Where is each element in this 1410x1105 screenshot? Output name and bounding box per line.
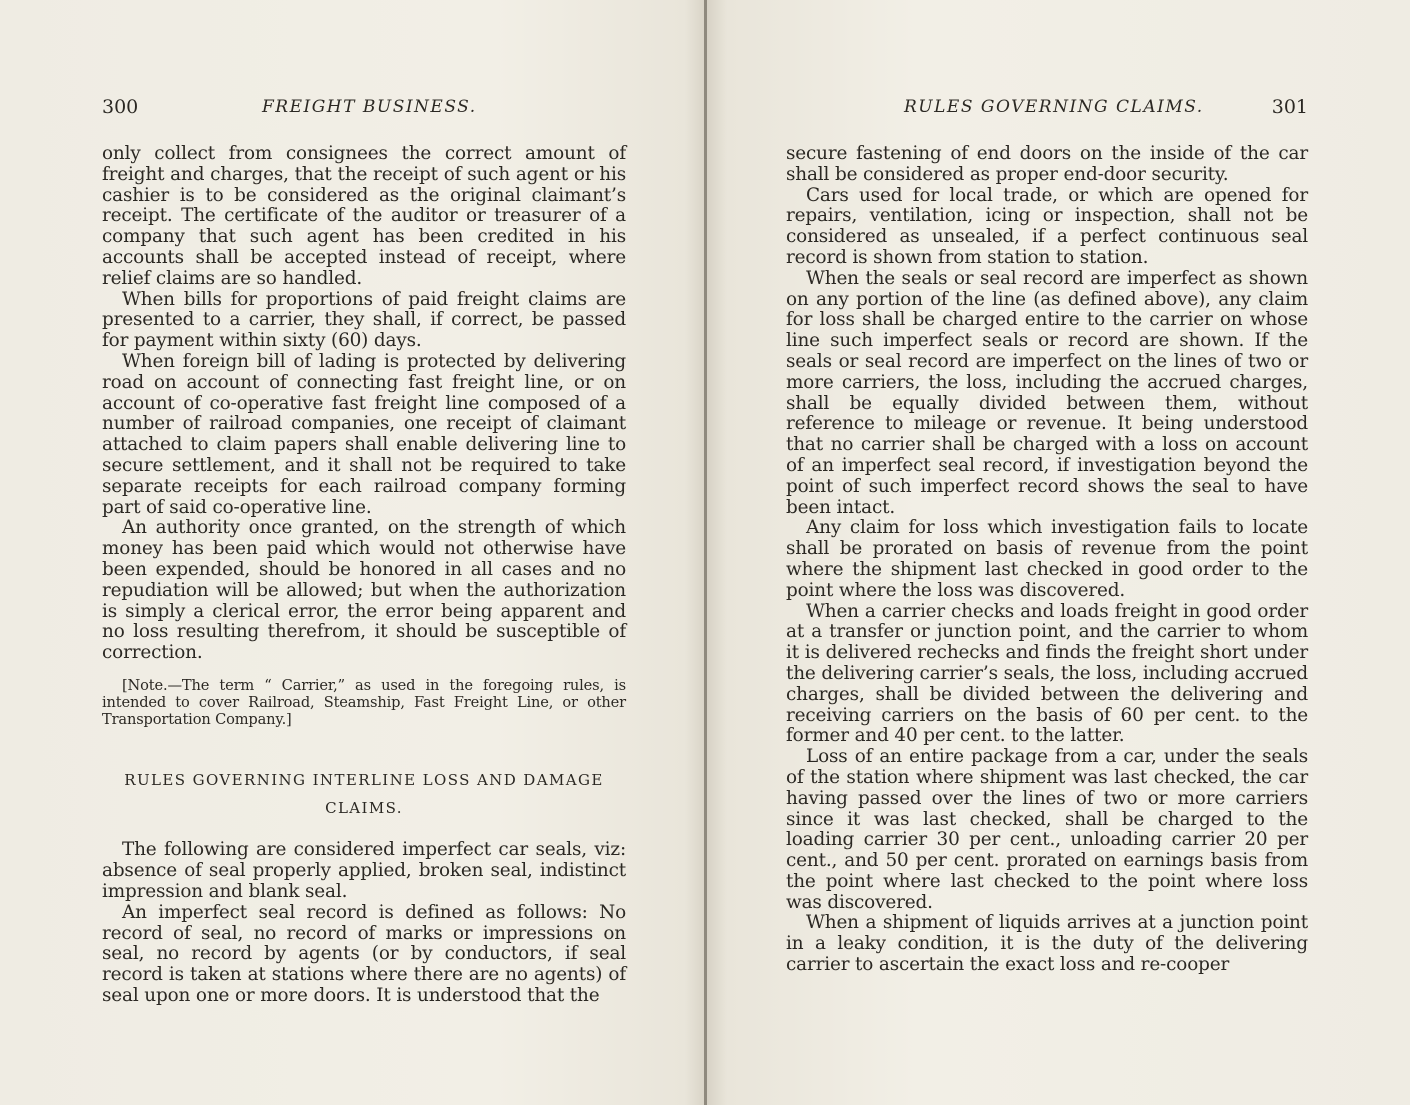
paragraph: The following are considered imperfect car seals, viz: absence of seal properly applied, broken seal, indistinct impression and blank seal. — [102, 839, 626, 902]
section-title — [102, 766, 626, 822]
paragraph: When the seals or seal record are imperfect as shown on any portion of the line (as defined above), any claim for loss shall be charged entire to the carrier on whose line such imperfect seals or record are shown. If the seals or seal record are imperfect on the lines of two or more carriers, the loss, including the accrued charges, shall be equally divided between them, without reference to mileage or revenue. It being understood that no carrier shall be charged with a loss on account of an imperfect seal record, if investigation beyond the point of such imperfect record shows the seal to have been intact. — [786, 267, 1308, 518]
paragraph: An imperfect seal record is defined as follows: No record of seal, no record of marks or impressions on seal, no record by agents (or by conductors, if seal record is taken at stations where there are no agents) of seal upon one or more doors. It is understood that the — [102, 901, 626, 1006]
right-page-header — [786, 94, 1308, 120]
right-page-body — [786, 144, 1308, 976]
paragraph: secure fastening of end doors on the inside of the car shall be considered as proper end-door security. — [786, 143, 1308, 185]
paragraph: Cars used for local trade, or which are opened for repairs, ventilation, icing or inspection, shall not be considered as unsealed, if a perfect continuous seal record is shown from station to station. — [786, 184, 1308, 268]
footnote: [Note.—The term “ Carrier,” as used in the foregoing rules, is intended to cover Railroad, Steamship, Fast Freight Line, or other Transportation Company.] — [102, 676, 626, 728]
paragraph: When bills for proportions of paid freight claims are presented to a carrier, they shall, if correct, be passed for payment within sixty (60) days. — [102, 288, 626, 352]
paragraph: An authority once granted, on the strength of which money has been paid which would not otherwise have been expended, should be honored in all cases and no repudiation will be allowed; but when the authorization is simply a clerical error, the error being apparent and no loss resulting therefrom, it should be susceptible of correction. — [102, 517, 626, 664]
book-gutter — [704, 0, 707, 1105]
right-page-number: 301 — [1271, 96, 1308, 118]
left-page-header — [102, 94, 626, 120]
section-title-line-2: CLAIMS. — [325, 799, 403, 818]
paragraph: Loss of an entire package from a car, under the seals of the station where shipment was last checked, the car having passed over the lines of two or more carriers since it was last checked, shall be charged to the loading carrier 30 per cent., unloading carrier 20 per cent., and 50 per cent. prorated on earnings basis from the point where last checked to the point where loss was discovered. — [786, 746, 1308, 913]
right-running-head: RULES GOVERNING CLAIMS. — [904, 97, 1204, 117]
left-page-number: 300 — [102, 96, 139, 118]
section-title-line-1: RULES GOVERNING INTERLINE LOSS AND DAMAGE — [124, 771, 604, 790]
left-running-head: FREIGHT BUSINESS. — [262, 97, 477, 117]
left-page-body — [102, 144, 626, 1007]
paragraph: When a carrier checks and loads freight in good order at a transfer or junction point, and the carrier to whom it is delivered rechecks and finds the freight short under the delivering carrier’s seals, the loss, including accrued charges, shall be divided between the delivering and receiving carriers on the basis of 60 per cent. to the former and 40 per cent. to the latter. — [786, 600, 1308, 747]
paragraph: only collect from consignees the correct amount of freight and charges, that the receipt of such agent or his cashier is to be considered as the original claimant’s receipt. The certificate of the auditor or treasurer of a company that such agent has been credited in his accounts shall be accepted instead of receipt, where relief claims are so handled. — [102, 143, 626, 289]
paragraph: Any claim for loss which investigation fails to locate shall be prorated on basis of revenue from the point where the shipment last checked in good order to the point where the loss was discovered. — [786, 517, 1308, 601]
paragraph: When foreign bill of lading is protected by delivering road on account of connecting fast freight line, or on account of co-operative fast freight line composed of a number of railroad companies, one receipt of claimant attached to claim papers shall enable delivering line to secure settlement, and it shall not be required to take separate receipts for each railroad company forming part of said co-operative line. — [102, 350, 626, 518]
paragraph: When a shipment of liquids arrives at a junction point in a leaky condition, it is the duty of the delivering carrier to ascertain the exact loss and re-cooper — [786, 912, 1308, 976]
